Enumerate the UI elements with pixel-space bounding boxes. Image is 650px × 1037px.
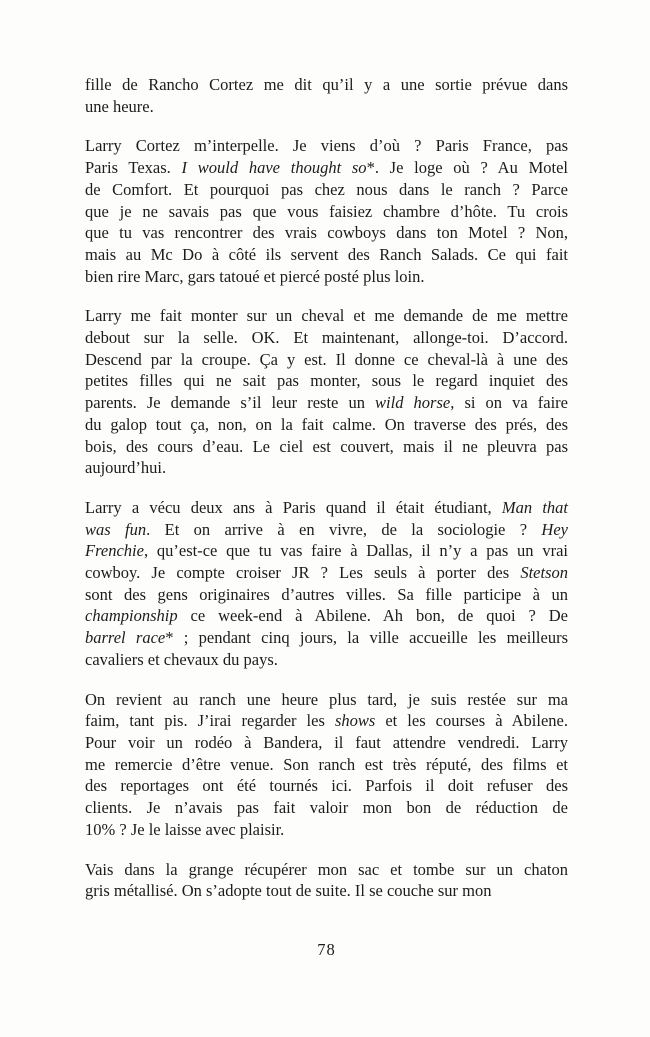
text-segment: Frenchie: [85, 541, 144, 561]
text-segment: des reportages ont été tournés ici. Parfois il doit refuser des: [85, 776, 568, 796]
text-segment: bois, des cours d’eau. Le ciel est couvert, mais il ne pleuvra pas: [85, 436, 568, 456]
text-segment: du galop tout ça, non, on la fait calme. On traverse des prés, des: [85, 414, 568, 434]
text-segment: cowboy. Je compte croiser JR ? Les seuls à porter des: [85, 563, 521, 583]
text-line: [85, 96, 568, 118]
text-segment: parents. Je demande s’il leur reste un: [85, 393, 376, 413]
paragraph: [85, 689, 568, 841]
text-segment: Pour voir un rodéo à Bandera, il faut attendre vendredi. Larry: [85, 732, 568, 752]
text-segment: * ; pendant cinq jours, la ville accueille les meilleurs: [165, 628, 568, 648]
text-segment: Larry me fait monter sur un cheval et me demande de me mettre: [85, 306, 568, 326]
text-line: [85, 201, 568, 223]
text-segment: 10% ? Je le laisse avec plaisir.: [85, 819, 285, 839]
text-line: [85, 74, 568, 96]
text-line: [85, 392, 568, 414]
text-line: [85, 266, 568, 288]
text-segment: I would have thought so: [181, 158, 367, 178]
text-segment: que je ne savais pas que vous faisiez chambre d’hôte. Tu crois: [85, 201, 568, 221]
text-segment: aujourd’hui.: [85, 458, 167, 478]
text-segment: faim, tant pis. J’irai regarder les: [85, 711, 335, 731]
text-segment: Vais dans la grange récupérer mon sac et tombe sur un chaton: [85, 859, 568, 879]
text-line: [85, 754, 568, 776]
book-page-text-block: [85, 74, 568, 902]
text-line: [85, 157, 568, 179]
text-segment: championship: [85, 606, 178, 626]
text-line: [85, 349, 568, 371]
text-line: [85, 710, 568, 732]
paragraph: [85, 135, 568, 287]
text-segment: de Comfort. Et pourquoi pas chez nous dans le ranch ? Parce: [85, 179, 568, 199]
paragraph: [85, 305, 568, 479]
text-segment: Stetson: [520, 563, 568, 583]
text-segment: , qu’est-ce que tu vas faire à Dallas, il n’y a pas un vrai: [143, 541, 568, 561]
text-segment: , si on va faire: [450, 393, 568, 413]
text-segment: Larry Cortez m’interpelle. Je viens d’où ? Paris France, pas: [85, 136, 568, 156]
text-line: [85, 519, 568, 541]
text-line: [85, 540, 568, 562]
text-segment: Paris Texas.: [85, 158, 182, 178]
text-line: [85, 135, 568, 157]
paragraph: [85, 859, 568, 902]
text-line: [85, 436, 568, 458]
text-line: [85, 859, 568, 881]
text-segment: mais au Mc Do à côté ils servent des Ranch Salads. Ce qui fait: [85, 244, 568, 264]
text-line: [85, 880, 568, 902]
text-segment: fille de Rancho Cortez me dit qu’il y a une sortie prévue dans: [85, 75, 568, 94]
text-line: [85, 370, 568, 392]
text-line: [85, 562, 568, 584]
text-line: [85, 627, 568, 649]
text-segment: shows: [334, 711, 376, 731]
text-segment: petites filles qui ne sait pas monter, sous le regard inquiet des: [85, 371, 568, 391]
text-line: [85, 497, 568, 519]
text-segment: debout sur la selle. OK. Et maintenant, allonge-toi. D’accord.: [85, 328, 568, 348]
text-segment: cavaliers et chevaux du pays.: [85, 649, 278, 669]
paragraph: [85, 497, 568, 671]
text-segment: me remercie d’être venue. Son ranch est très réputé, des films et: [85, 754, 568, 774]
text-segment: et les courses à Abilene.: [375, 711, 568, 731]
text-line: [85, 222, 568, 244]
text-line: [85, 649, 568, 671]
text-segment: que tu vas rencontrer des vrais cowboys dans ton Motel ? Non,: [85, 223, 568, 243]
text-line: [85, 605, 568, 627]
text-line: [85, 414, 568, 436]
text-segment: bien rire Marc, gars tatoué et piercé posté plus loin.: [85, 266, 425, 286]
page-number: 78: [317, 940, 336, 959]
text-line: [85, 584, 568, 606]
text-line: [85, 244, 568, 266]
text-line: [85, 797, 568, 819]
text-line: [85, 327, 568, 349]
text-segment: . Et on arrive à en vivre, de la sociologie ?: [146, 519, 542, 539]
text-line: [85, 179, 568, 201]
text-line: [85, 732, 568, 754]
text-segment: sont des gens originaires d’autres villes. Sa fille participe à un: [85, 584, 568, 604]
text-segment: clients. Je n’avais pas fait valoir mon bon de réduction de: [85, 798, 568, 818]
text-segment: Larry a vécu deux ans à Paris quand il était étudiant,: [85, 497, 502, 517]
text-line: [85, 305, 568, 327]
text-line: [85, 689, 568, 711]
text-segment: barrel race: [85, 628, 166, 648]
text-line: [85, 457, 568, 479]
text-segment: *. Je loge où ? Au Motel: [366, 158, 568, 178]
text-segment: was fun: [85, 519, 147, 539]
text-line: [85, 819, 568, 841]
paragraph: [85, 74, 568, 117]
text-segment: Hey: [541, 519, 568, 539]
text-segment: une heure.: [85, 96, 154, 116]
text-segment: gris métallisé. On s’adopte tout de suite. Il se couche sur mon: [85, 881, 492, 901]
text-segment: ce week-end à Abilene. Ah bon, de quoi ? De: [177, 606, 568, 626]
text-segment: Man that: [501, 497, 569, 517]
text-line: [85, 775, 568, 797]
text-segment: Descend par la croupe. Ça y est. Il donne ce cheval-là à une des: [85, 349, 568, 369]
text-segment: wild horse: [375, 393, 451, 413]
text-segment: On revient au ranch une heure plus tard, je suis restée sur ma: [85, 689, 568, 709]
